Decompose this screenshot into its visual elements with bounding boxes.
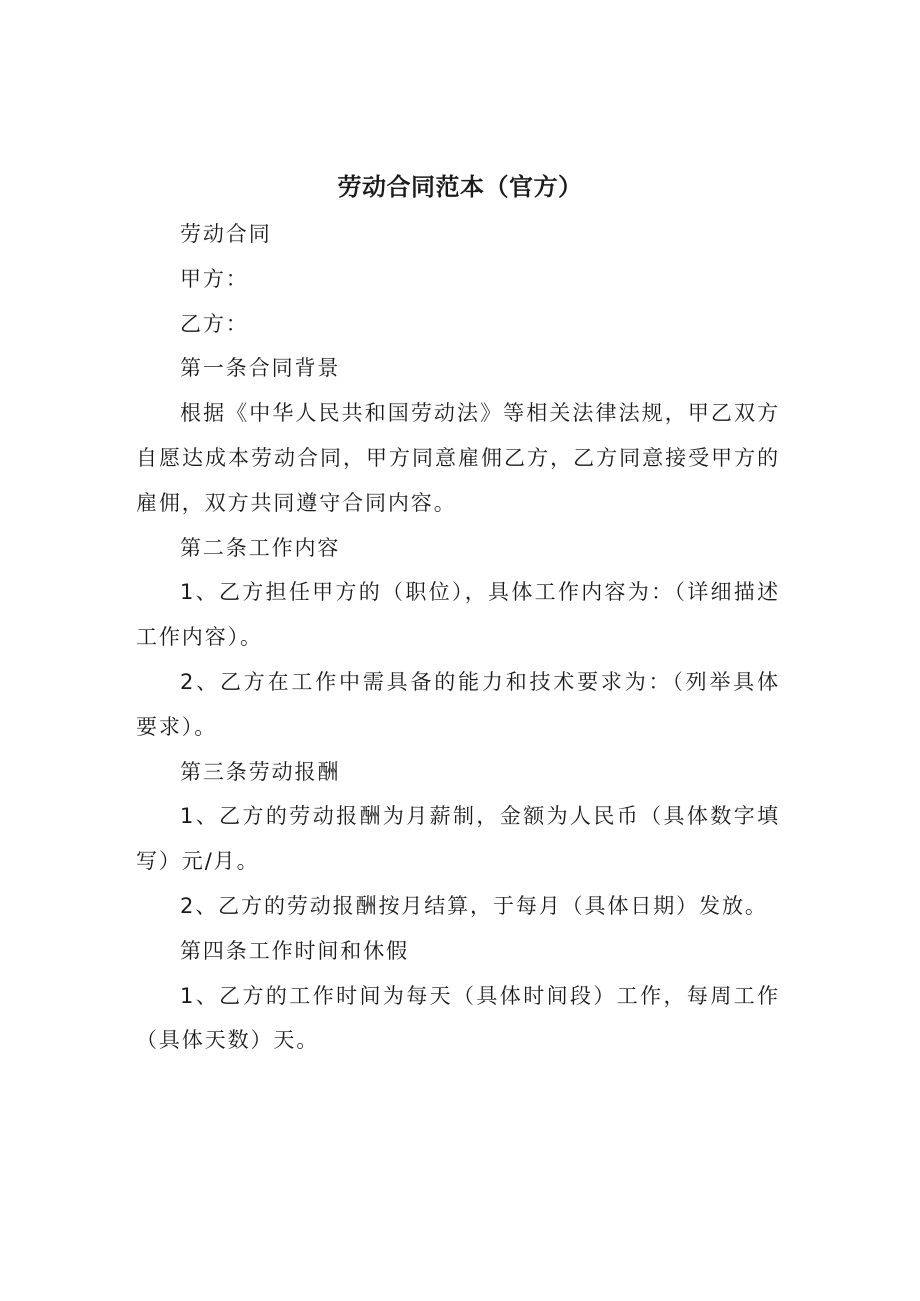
document-body — [136, 212, 780, 1063]
article-4-item-1: 1、乙方的工作时间为每天（具体时间段）工作，每周工作（具体天数）天。 — [136, 983, 780, 1053]
article-3-item-2: 2、乙方的劳动报酬按月结算，于每月（具体日期）发放。 — [180, 893, 768, 918]
article-3-heading: 第三条劳动报酬 — [180, 759, 341, 784]
article-4-heading: 第四条工作时间和休假 — [180, 938, 409, 963]
contract-heading: 劳动合同 — [180, 222, 272, 246]
party-a-line: 甲方： — [180, 266, 249, 291]
article-1-paragraph: 根据《中华人民共和国劳动法》等相关法律法规，甲乙双方自愿达成本劳动合同，甲方同意雇佣乙方，乙方同意接受甲方的雇佣，双方共同遵守合同内容。 — [136, 401, 780, 515]
article-2-item-2: 2、乙方在工作中需具备的能力和技术要求为：（列举具体要求）。 — [136, 669, 780, 739]
article-2-heading: 第二条工作内容 — [180, 535, 341, 560]
document-title: 劳动合同范本（官方） — [337, 173, 583, 201]
party-b-line: 乙方： — [180, 311, 249, 336]
article-2-item-1: 1、乙方担任甲方的（职位），具体工作内容为：（详细描述工作内容）。 — [136, 580, 780, 650]
article-1-heading: 第一条合同背景 — [180, 356, 341, 381]
article-3-item-1: 1、乙方的劳动报酬为月薪制，金额为人民币（具体数字填写）元/月。 — [136, 804, 780, 874]
